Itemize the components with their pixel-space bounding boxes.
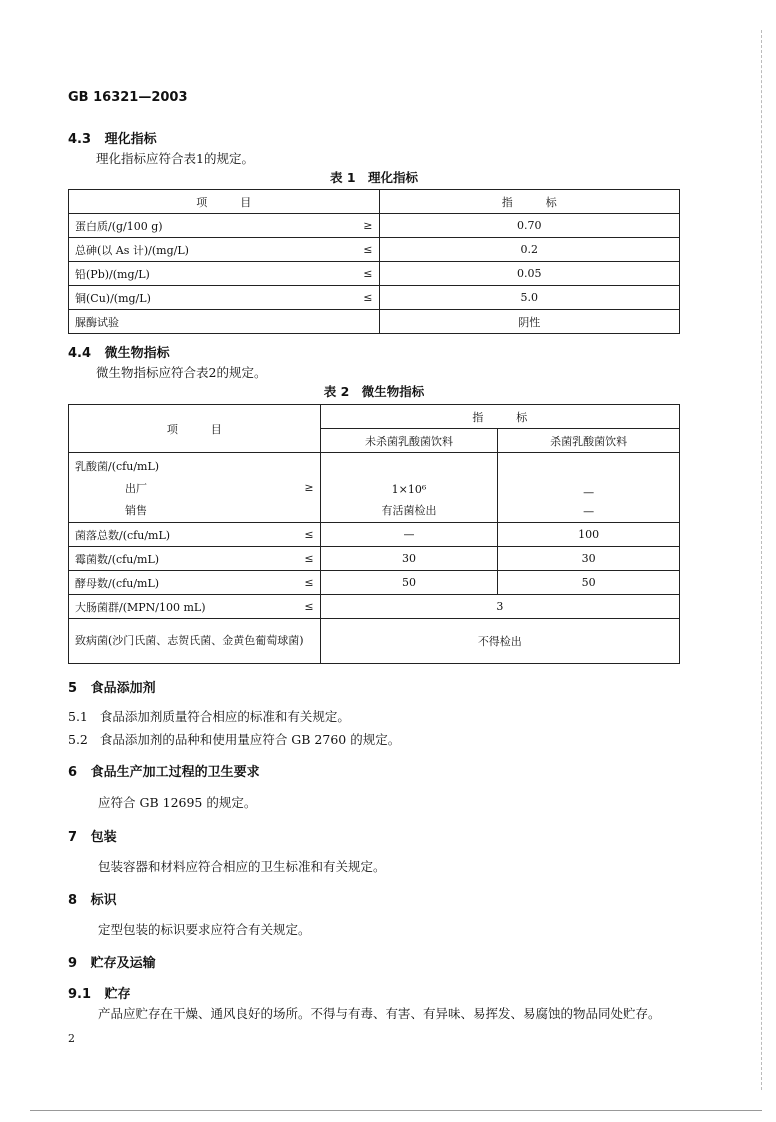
section-number: 5 [68,681,78,696]
standard-code: GB 16321—2003 [68,90,188,105]
clause-number: 5.1 [68,709,88,724]
section-title: 食品生产加工过程的卫生要求 [90,765,260,780]
table-row [69,547,680,571]
item-label: 铜(Cu)/(mg/L) [75,291,151,305]
table-row [69,262,680,286]
comparison-symbol: ≤ [363,267,373,280]
table-row [69,595,680,619]
comparison-symbol: ≤ [304,528,314,541]
lactic-sale-unsterilized: 有活菌检出 [381,504,437,517]
value-sterilized: 30 [498,547,680,571]
table-row [69,310,680,334]
table-header-row [69,405,680,429]
value-sterilized: 50 [498,571,680,595]
value-unsterilized: — [320,523,498,547]
page-edge [761,30,762,1090]
section-number: 4.3 [68,132,92,147]
header-item: 项 目 [69,405,321,453]
table-row-lactic [69,453,680,523]
section-title: 贮存 [104,987,131,1002]
section-title: 微生物指标 [104,346,170,361]
section-9-1-heading [68,983,131,1002]
comparison-symbol: ≤ [363,243,373,256]
section-number: 4.4 [68,346,92,361]
item-label: 脲酶试验 [75,315,119,329]
section-number: 9 [68,956,78,971]
header-value: 指 标 [379,190,679,214]
section-number: 7 [68,830,78,845]
value-sterilized: 100 [498,523,680,547]
item-label: 总砷(以 As 计)/(mg/L) [75,243,189,257]
section-8-heading [68,889,117,908]
lactic-label: 乳酸菌/(cfu/mL) [75,459,160,473]
item-value: 0.2 [379,238,679,262]
item-label: 蛋白质/(g/100 g) [75,219,163,233]
section-title: 贮存及运输 [90,956,156,971]
pathogen-label: 致病菌(沙门氏菌、志贺氏菌、金黄色葡萄球菌) [69,619,321,664]
coliform-value: 3 [320,595,679,619]
table-1 [68,189,680,334]
section-title: 食品添加剂 [90,681,156,696]
comparison-symbol: ≤ [304,576,314,589]
section-7-heading [68,826,117,845]
pathogen-value: 不得检出 [320,619,679,664]
section-title: 包装 [90,830,117,845]
lactic-sale-sterilized: — [583,505,595,518]
item-label: 菌落总数/(cfu/mL) [75,528,171,542]
header-item: 项 目 [69,190,380,214]
section-6-heading [68,761,260,780]
item-label: 酵母数/(cfu/mL) [75,576,160,590]
lactic-factory-sterilized: — [583,486,595,499]
table-2-caption: 表 2 微生物指标 [323,384,425,399]
clause-number: 5.2 [68,732,88,747]
item-label: 霉菌数/(cfu/mL) [75,552,160,566]
item-label: 铅(Pb)/(mg/L) [75,267,150,281]
section-number: 9.1 [68,987,92,1002]
header-value: 指 标 [320,405,679,429]
section-5-heading [68,677,156,696]
section-title: 理化指标 [104,132,157,147]
table-row [69,286,680,310]
section-title: 标识 [90,893,117,908]
clause-5-1 [68,707,350,725]
section-9-heading [68,952,156,971]
section-8-text: 定型包装的标识要求应符合有关规定。 [98,922,311,937]
table-row [69,523,680,547]
item-label: 大肠菌群/(MPN/100 mL) [75,600,206,614]
bottom-rule [30,1110,762,1111]
table-row [69,238,680,262]
section-9-1-text: 产品应贮存在干燥、通风良好的场所。不得与有毒、有害、有异味、易挥发、易腐蚀的物品同处贮存。 [98,1006,661,1021]
section-4-3-text: 理化指标应符合表1的规定。 [96,151,254,166]
lactic-sub-factory: 出厂 [125,481,147,495]
section-4-3-heading [68,128,157,147]
table-row [69,619,680,664]
section-4-4-heading [68,342,170,361]
header-unsterilized: 未杀菌乳酸菌饮料 [320,429,498,453]
table-header-row [69,190,680,214]
table-row [69,214,680,238]
comparison-symbol: ≤ [304,600,314,613]
comparison-symbol: ≥ [304,481,314,494]
clause-5-2 [68,730,400,748]
table-2 [68,404,680,664]
item-value: 0.05 [379,262,679,286]
page-number: 2 [68,1032,75,1045]
lactic-sub-sale: 销售 [125,503,147,517]
value-unsterilized: 30 [320,547,498,571]
lactic-factory-unsterilized: 1×10⁶ [391,483,427,496]
comparison-symbol: ≤ [363,291,373,304]
section-6-text: 应符合 GB 12695 的规定。 [98,795,257,810]
comparison-symbol: ≥ [363,219,373,232]
comparison-symbol: ≤ [304,552,314,565]
header-sterilized: 杀菌乳酸菌饮料 [498,429,680,453]
table-row [69,571,680,595]
item-value: 5.0 [379,286,679,310]
item-value: 阴性 [379,310,679,334]
clause-text: 食品添加剂质量符合相应的标准和有关规定。 [99,709,350,724]
section-7-text: 包装容器和材料应符合相应的卫生标准和有关规定。 [98,859,386,874]
clause-text: 食品添加剂的品种和使用量应符合 GB 2760 的规定。 [99,732,401,747]
section-number: 6 [68,765,78,780]
value-unsterilized: 50 [320,571,498,595]
item-value: 0.70 [379,214,679,238]
section-4-4-text: 微生物指标应符合表2的规定。 [96,365,267,380]
section-number: 8 [68,893,78,908]
table-1-caption: 表 1 理化指标 [329,170,419,185]
